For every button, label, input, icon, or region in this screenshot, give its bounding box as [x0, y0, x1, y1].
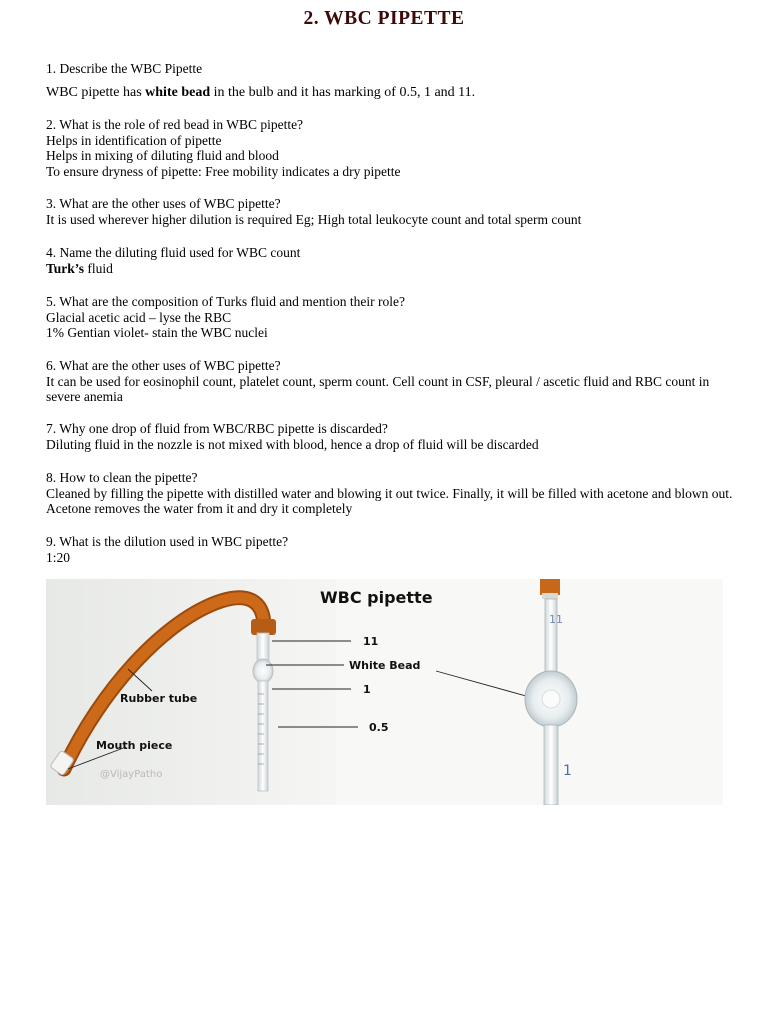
question-9 [46, 534, 736, 565]
closeup-mark-1: 1 [563, 763, 572, 779]
question-7-text: 7. Why one drop of fluid from WBC/RBC pipette is discarded? [46, 421, 388, 436]
question-7 [46, 421, 736, 452]
closeup-connector [542, 593, 558, 599]
question-6 [46, 358, 736, 405]
question-4-text: 4. Name the diluting fluid used for WBC count [46, 245, 301, 260]
answer-5-line: 1% Gentian violet- stain the WBC nuclei [46, 325, 268, 341]
answer-9: 1:20 [46, 549, 71, 565]
answer-7: Diluting fluid in the nozzle is not mixed with blood, hence a drop of fluid will be discarded [46, 436, 539, 452]
label-mark-11: 11 [363, 635, 379, 648]
watermark: @VijayPatho [100, 769, 163, 780]
answer-1-bold: white bead [145, 85, 211, 100]
label-mark-05: 0.5 [369, 721, 389, 734]
answer-2-line: To ensure dryness of pipette: Free mobility indicates a dry pipette [46, 163, 401, 179]
answer-1 [46, 85, 736, 101]
question-1-text: 1. Describe the WBC Pipette [46, 61, 203, 76]
closeup-white-bead [542, 690, 560, 708]
answer-4 [46, 261, 736, 277]
answer-6: It can be used for eosinophil count, platelet count, sperm count. Cell count in CSF, pleural / ascetic fluid and RBC count in severe anemia [46, 373, 710, 405]
answer-3: It is used wherever higher dilution is required Eg; High total leukocyte count and total sperm count [46, 211, 582, 227]
closeup-stem [544, 725, 558, 805]
label-mouth-piece: Mouth piece [96, 739, 173, 752]
answer-1-post: in the bulb and it has marking of 0.5, 1 and 11. [210, 85, 476, 100]
wbc-pipette-figure [46, 579, 723, 805]
answer-4-bold: Turk’s [46, 260, 85, 276]
pipette-stem [258, 681, 268, 791]
figure-heading: WBC pipette [320, 588, 433, 607]
closeup-mark-11: 11 [549, 613, 563, 626]
question-4 [46, 245, 736, 276]
answer-2-line: Helps in mixing of diluting fluid and blood [46, 148, 279, 164]
label-mark-1: 1 [363, 683, 371, 696]
answer-4-post: fluid [84, 260, 113, 276]
question-8-text: 8. How to clean the pipette? [46, 470, 198, 485]
question-2-text: 2. What is the role of red bead in WBC pipette? [46, 117, 304, 132]
answer-2-line: Helps in identification of pipette [46, 132, 222, 148]
label-white-bead: White Bead [349, 659, 421, 672]
page-title: 2. WBC PIPETTE [303, 8, 465, 29]
closeup-tube [540, 579, 560, 595]
question-5-text: 5. What are the composition of Turks fluid and mention their role? [46, 294, 405, 309]
answer-5-line: Glacial acetic acid – lyse the RBC [46, 309, 232, 325]
question-8 [46, 470, 736, 517]
answer-1-pre: WBC pipette has [46, 85, 146, 100]
pipette-bulb [253, 659, 273, 683]
question-6-text: 6. What are the other uses of WBC pipette? [46, 358, 281, 373]
answer-8: Cleaned by filling the pipette with distilled water and blowing it out twice. Finally, it will be filled with acetone and blown out. Acetone removes the water from it and dry it completely [46, 485, 733, 517]
question-2 [46, 117, 736, 179]
question-3-text: 3. What are the other uses of WBC pipette? [46, 196, 281, 211]
pipette-illustration [46, 579, 723, 805]
question-5 [46, 294, 736, 341]
question-1 [46, 61, 736, 77]
tube-connector [251, 619, 276, 635]
label-rubber-tube: Rubber tube [120, 692, 198, 705]
question-3 [46, 196, 736, 227]
closeup-stem-top [545, 599, 557, 674]
question-9-text: 9. What is the dilution used in WBC pipette? [46, 534, 289, 549]
